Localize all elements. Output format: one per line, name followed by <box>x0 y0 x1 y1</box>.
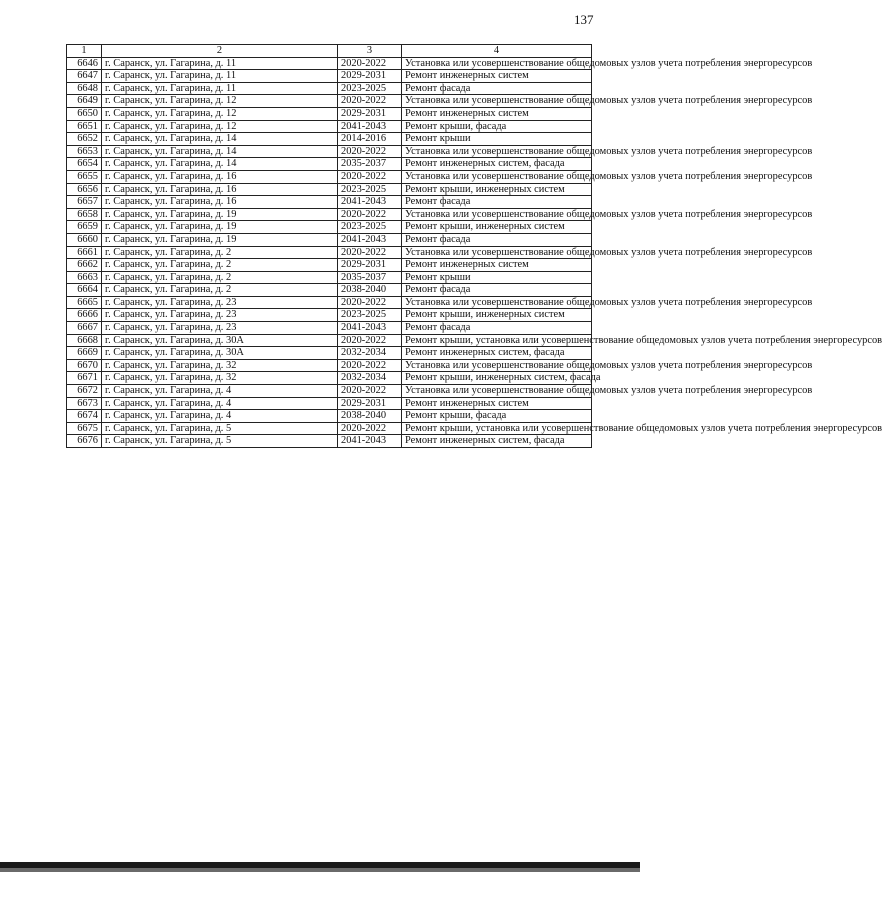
row-work-type: Ремонт крыши, фасада <box>402 120 592 133</box>
row-work-type: Установка или усовершенствование общедомовых узлов учета потребления энергоресурсов <box>402 208 592 221</box>
row-address: г. Саранск, ул. Гагарина, д. 5 <box>102 435 338 448</box>
row-period: 2035-2037 <box>338 271 402 284</box>
column-header-period: 3 <box>338 45 402 58</box>
row-work-type: Ремонт инженерных систем <box>402 70 592 83</box>
row-work-type: Установка или усовершенствование общедомовых узлов учета потребления энергоресурсов <box>402 95 592 108</box>
row-address: г. Саранск, ул. Гагарина, д. 16 <box>102 196 338 209</box>
row-period: 2038-2040 <box>338 284 402 297</box>
table-row <box>67 435 592 448</box>
row-period: 2020-2022 <box>338 95 402 108</box>
row-work-type: Ремонт фасада <box>402 233 592 246</box>
row-period: 2020-2022 <box>338 422 402 435</box>
table-row <box>67 372 592 385</box>
row-address: г. Саранск, ул. Гагарина, д. 11 <box>102 82 338 95</box>
row-period: 2029-2031 <box>338 259 402 272</box>
row-work-type: Ремонт инженерных систем, фасада <box>402 347 592 360</box>
row-address: г. Саранск, ул. Гагарина, д. 32 <box>102 372 338 385</box>
row-work-type: Установка или усовершенствование общедомовых узлов учета потребления энергоресурсов <box>402 57 592 70</box>
row-period: 2020-2022 <box>338 57 402 70</box>
row-address: г. Саранск, ул. Гагарина, д. 19 <box>102 208 338 221</box>
row-number: 6673 <box>67 397 102 410</box>
row-work-type: Ремонт крыши, фасада <box>402 410 592 423</box>
table-row <box>67 271 592 284</box>
row-period: 2023-2025 <box>338 183 402 196</box>
row-period: 2029-2031 <box>338 70 402 83</box>
row-work-type: Ремонт крыши <box>402 133 592 146</box>
row-work-type: Установка или усовершенствование общедомовых узлов учета потребления энергоресурсов <box>402 296 592 309</box>
table-row <box>67 296 592 309</box>
table-row <box>67 107 592 120</box>
row-address: г. Саранск, ул. Гагарина, д. 2 <box>102 271 338 284</box>
row-number: 6661 <box>67 246 102 259</box>
row-number: 6672 <box>67 385 102 398</box>
row-number: 6648 <box>67 82 102 95</box>
row-number: 6664 <box>67 284 102 297</box>
table-row <box>67 246 592 259</box>
row-address: г. Саранск, ул. Гагарина, д. 16 <box>102 170 338 183</box>
row-work-type: Ремонт инженерных систем <box>402 107 592 120</box>
row-address: г. Саранск, ул. Гагарина, д. 30А <box>102 334 338 347</box>
row-address: г. Саранск, ул. Гагарина, д. 2 <box>102 284 338 297</box>
row-period: 2041-2043 <box>338 435 402 448</box>
row-period: 2020-2022 <box>338 170 402 183</box>
table-row <box>67 170 592 183</box>
table-row <box>67 334 592 347</box>
row-address: г. Саранск, ул. Гагарина, д. 23 <box>102 296 338 309</box>
row-period: 2029-2031 <box>338 107 402 120</box>
row-address: г. Саранск, ул. Гагарина, д. 5 <box>102 422 338 435</box>
row-period: 2020-2022 <box>338 145 402 158</box>
table-row <box>67 145 592 158</box>
row-period: 2023-2025 <box>338 309 402 322</box>
row-address: г. Саранск, ул. Гагарина, д. 19 <box>102 233 338 246</box>
row-work-type: Установка или усовершенствование общедомовых узлов учета потребления энергоресурсов <box>402 170 592 183</box>
table-row <box>67 120 592 133</box>
row-period: 2029-2031 <box>338 397 402 410</box>
table-row <box>67 284 592 297</box>
row-work-type: Ремонт крыши <box>402 271 592 284</box>
row-number: 6665 <box>67 296 102 309</box>
table-row <box>67 410 592 423</box>
column-header-work: 4 <box>402 45 592 58</box>
row-number: 6668 <box>67 334 102 347</box>
row-number: 6657 <box>67 196 102 209</box>
row-period: 2038-2040 <box>338 410 402 423</box>
row-address: г. Саранск, ул. Гагарина, д. 14 <box>102 158 338 171</box>
table-row <box>67 422 592 435</box>
table-row <box>67 82 592 95</box>
row-number: 6670 <box>67 359 102 372</box>
row-work-type: Ремонт инженерных систем <box>402 259 592 272</box>
repair-schedule-table <box>66 44 882 448</box>
row-number: 6662 <box>67 259 102 272</box>
column-header-address: 2 <box>102 45 338 58</box>
row-period: 2020-2022 <box>338 334 402 347</box>
table-row <box>67 196 592 209</box>
row-period: 2041-2043 <box>338 196 402 209</box>
row-work-type: Ремонт инженерных систем <box>402 397 592 410</box>
row-address: г. Саранск, ул. Гагарина, д. 4 <box>102 410 338 423</box>
row-number: 6646 <box>67 57 102 70</box>
row-address: г. Саранск, ул. Гагарина, д. 4 <box>102 385 338 398</box>
row-period: 2023-2025 <box>338 221 402 234</box>
row-address: г. Саранск, ул. Гагарина, д. 11 <box>102 70 338 83</box>
row-period: 2032-2034 <box>338 372 402 385</box>
row-number: 6669 <box>67 347 102 360</box>
page-number: 137 <box>574 12 594 27</box>
table-row <box>67 208 592 221</box>
table-row <box>67 322 592 335</box>
row-address: г. Саранск, ул. Гагарина, д. 32 <box>102 359 338 372</box>
row-work-type: Ремонт фасада <box>402 322 592 335</box>
row-period: 2041-2043 <box>338 233 402 246</box>
row-number: 6663 <box>67 271 102 284</box>
row-address: г. Саранск, ул. Гагарина, д. 11 <box>102 57 338 70</box>
row-address: г. Саранск, ул. Гагарина, д. 23 <box>102 322 338 335</box>
row-number: 6658 <box>67 208 102 221</box>
table-row <box>67 133 592 146</box>
row-number: 6653 <box>67 145 102 158</box>
row-work-type: Установка или усовершенствование общедомовых узлов учета потребления энергоресурсов <box>402 246 592 259</box>
row-address: г. Саранск, ул. Гагарина, д. 19 <box>102 221 338 234</box>
table-row <box>67 158 592 171</box>
row-period: 2020-2022 <box>338 296 402 309</box>
row-work-type: Ремонт крыши, инженерных систем, фасада <box>402 372 592 385</box>
table-row <box>67 233 592 246</box>
row-period: 2014-2016 <box>338 133 402 146</box>
row-work-type: Ремонт инженерных систем, фасада <box>402 435 592 448</box>
row-number: 6651 <box>67 120 102 133</box>
row-period: 2041-2043 <box>338 120 402 133</box>
row-work-type: Ремонт фасада <box>402 196 592 209</box>
row-address: г. Саранск, ул. Гагарина, д. 4 <box>102 397 338 410</box>
row-address: г. Саранск, ул. Гагарина, д. 23 <box>102 309 338 322</box>
row-number: 6656 <box>67 183 102 196</box>
row-number: 6655 <box>67 170 102 183</box>
row-period: 2020-2022 <box>338 208 402 221</box>
row-number: 6666 <box>67 309 102 322</box>
row-address: г. Саранск, ул. Гагарина, д. 2 <box>102 246 338 259</box>
row-work-type: Ремонт крыши, инженерных систем <box>402 309 592 322</box>
table-row <box>67 347 592 360</box>
row-work-type: Ремонт крыши, инженерных систем <box>402 221 592 234</box>
row-number: 6675 <box>67 422 102 435</box>
row-period: 2020-2022 <box>338 246 402 259</box>
row-work-type: Ремонт крыши, установка или усовершенствование общедомовых узлов учета потребления энергоресурсов <box>402 422 592 435</box>
table-header-row <box>67 45 592 58</box>
row-address: г. Саранск, ул. Гагарина, д. 2 <box>102 259 338 272</box>
row-period: 2032-2034 <box>338 347 402 360</box>
row-number: 6659 <box>67 221 102 234</box>
row-number: 6674 <box>67 410 102 423</box>
table-row <box>67 57 592 70</box>
row-period: 2023-2025 <box>338 82 402 95</box>
row-work-type: Установка или усовершенствование общедомовых узлов учета потребления энергоресурсов <box>402 359 592 372</box>
row-work-type: Ремонт крыши, установка или усовершенствование общедомовых узлов учета потребления энергоресурсов <box>402 334 592 347</box>
table-row <box>67 70 592 83</box>
row-period: 2041-2043 <box>338 322 402 335</box>
row-number: 6647 <box>67 70 102 83</box>
table-row <box>67 183 592 196</box>
scan-edge-shadow <box>0 868 640 872</box>
row-number: 6671 <box>67 372 102 385</box>
table-row <box>67 385 592 398</box>
row-number: 6660 <box>67 233 102 246</box>
row-work-type: Ремонт крыши, инженерных систем <box>402 183 592 196</box>
table-body <box>67 57 882 447</box>
row-period: 2020-2022 <box>338 359 402 372</box>
row-address: г. Саранск, ул. Гагарина, д. 12 <box>102 95 338 108</box>
row-address: г. Саранск, ул. Гагарина, д. 12 <box>102 107 338 120</box>
table-row <box>67 309 592 322</box>
row-work-type: Ремонт инженерных систем, фасада <box>402 158 592 171</box>
row-number: 6652 <box>67 133 102 146</box>
row-number: 6667 <box>67 322 102 335</box>
row-address: г. Саранск, ул. Гагарина, д. 12 <box>102 120 338 133</box>
row-period: 2020-2022 <box>338 385 402 398</box>
row-number: 6649 <box>67 95 102 108</box>
row-work-type: Ремонт фасада <box>402 82 592 95</box>
row-address: г. Саранск, ул. Гагарина, д. 30А <box>102 347 338 360</box>
row-number: 6654 <box>67 158 102 171</box>
row-number: 6676 <box>67 435 102 448</box>
table-row <box>67 397 592 410</box>
row-address: г. Саранск, ул. Гагарина, д. 14 <box>102 133 338 146</box>
table-row <box>67 95 592 108</box>
row-work-type: Установка или усовершенствование общедомовых узлов учета потребления энергоресурсов <box>402 385 592 398</box>
row-work-type: Ремонт фасада <box>402 284 592 297</box>
table-row <box>67 359 592 372</box>
row-period: 2035-2037 <box>338 158 402 171</box>
table-row <box>67 259 592 272</box>
row-work-type: Установка или усовершенствование общедомовых узлов учета потребления энергоресурсов <box>402 145 592 158</box>
table-row <box>67 221 592 234</box>
column-header-number: 1 <box>67 45 102 58</box>
row-number: 6650 <box>67 107 102 120</box>
row-address: г. Саранск, ул. Гагарина, д. 16 <box>102 183 338 196</box>
row-address: г. Саранск, ул. Гагарина, д. 14 <box>102 145 338 158</box>
